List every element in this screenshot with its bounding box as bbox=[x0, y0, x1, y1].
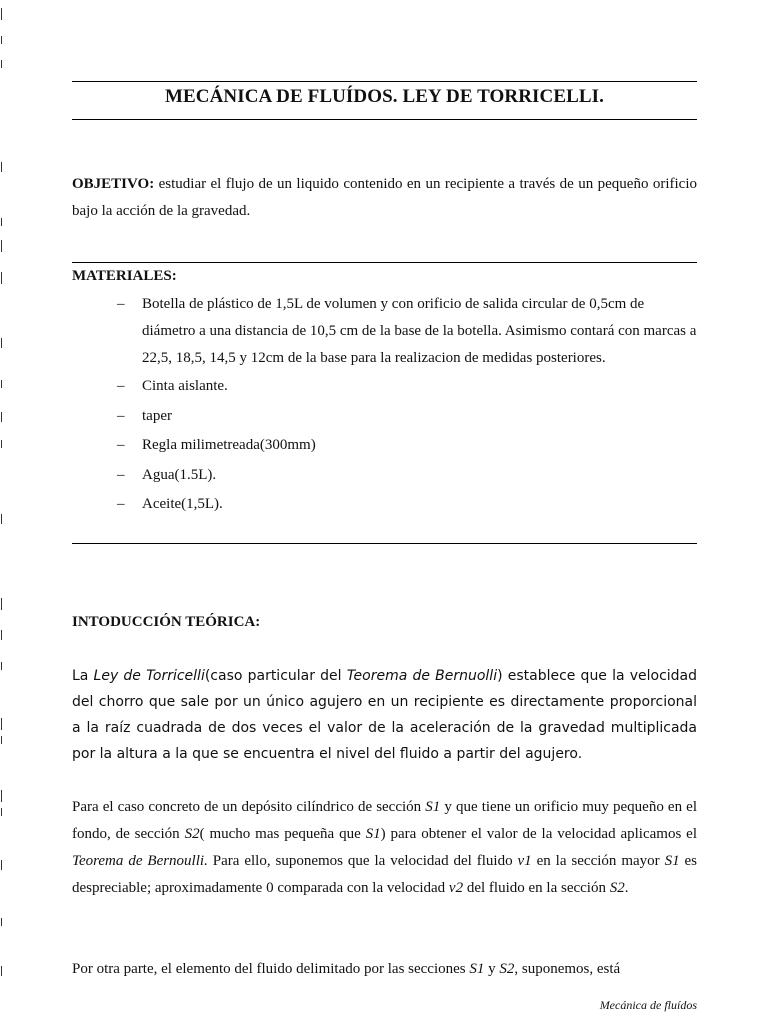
objective-text: estudiar el flujo de un liquido contenido en un recipiente a través de un pequeño orificio bajo la acción de la gravedad. bbox=[72, 176, 697, 219]
left-margin-marks bbox=[0, 0, 6, 1024]
list-item: – Aceite(1,5L). bbox=[117, 496, 223, 512]
page-footer: Mecánica de fluídos bbox=[599, 998, 697, 1012]
section-divider bbox=[72, 262, 697, 263]
title-top-rule bbox=[72, 81, 697, 82]
list-item: – Agua(1.5L). bbox=[117, 466, 217, 483]
section-divider bbox=[72, 543, 697, 544]
intro-paragraph-2: Para el caso concreto de un depósito cilíndrico de sección S1 y que tiene un orificio muy pequeño en el fondo, de sección S2( mucho mas pequeña que S1) para obtener el valor de la velocidad aplicamos el Teorema de Bernoulli. Para ello, suponemos que la velocidad del fluido v1 en la sección mayor S1 es despreciable; aproximadamente 0 comparada con la velocidad v2 del fluido en la sección S2. bbox=[72, 799, 698, 896]
list-item: – Botella de plástico de 1,5L de volumen y con orificio de salida circular de 0,5cm de diámetro a una distancia de 10,5 cm de la base de la botella. Asimismo contará con marcas a 22,5, 18,5, 14,5 y 12cm de la base para la realizacion de medidas posteriores. bbox=[117, 296, 697, 366]
intro-paragraph-1: La Ley de Torricelli(caso particular del Teorema de Bernuolli) establece que la velocidad del chorro que sale por un único agujero en un recipiente es directamente proporcional a la raíz cuadrada de dos veces el valor de la aceleración de la gravedad multiplicada por la altura a la que se encuentra el nivel del fluido a partir del agujero. bbox=[72, 668, 698, 762]
intro-paragraph-3: Por otra parte, el elemento del fluido delimitado por las secciones S1 y S2, suponemos, está bbox=[72, 961, 621, 977]
page-title: MECÁNICA DE FLUÍDOS. LEY DE TORRICELLI. bbox=[164, 86, 605, 107]
list-item: – Cinta aislante. bbox=[117, 378, 228, 394]
list-item: – taper bbox=[117, 407, 172, 424]
objective-paragraph bbox=[72, 171, 697, 225]
list-item: – Regla milimetreada(300mm) bbox=[117, 437, 316, 453]
materials-list bbox=[117, 291, 697, 520]
intro-heading: INTODUCCIÓN TEÓRICA: bbox=[72, 614, 261, 630]
objective-label: OBJETIVO: bbox=[72, 176, 155, 192]
materials-heading: MATERIALES: bbox=[72, 268, 177, 284]
title-bottom-rule bbox=[72, 119, 697, 120]
